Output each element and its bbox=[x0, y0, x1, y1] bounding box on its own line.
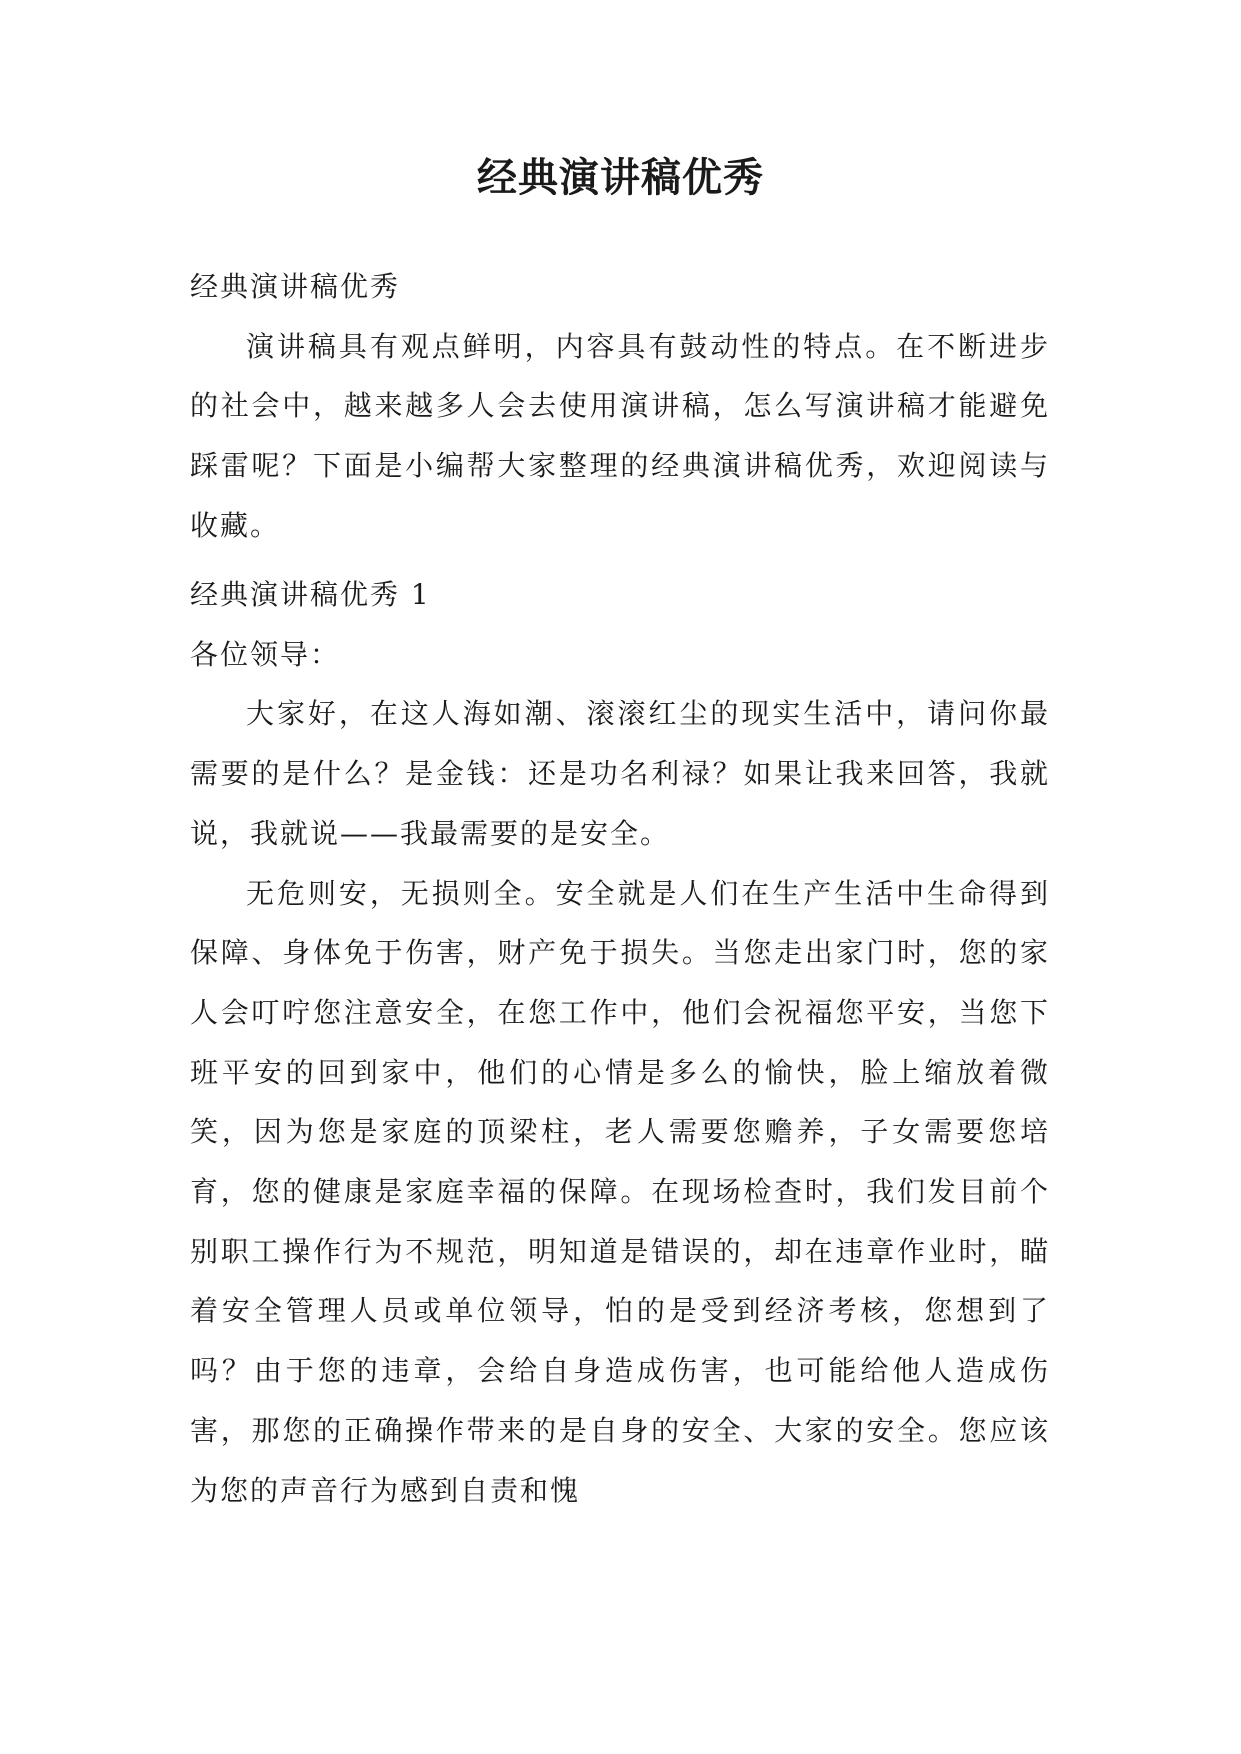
salutation: 各位领导： bbox=[190, 637, 341, 671]
body-paragraph: 无危则安，无损则全。安全就是人们在生产生活中生命得到保障、身体免于伤害，财产免于损失。当您走出家门时，您的家人会叮咛您注意安全，在您工作中，他们会祝福您平安，当您下班平安的回到家中，他们的心情是多么的愉快，脸上缩放着微笑，因为您是家庭的顶梁柱，老人需要您赡养，子女需要您培育，您的健康是家庭幸福的保障。在现场检查时，我们发目前个别职工操作行为不规范，明知道是错误的，却在违章作业时，瞄着安全管理人员或单位领导，怕的是受到经济考核，您想到了吗？由于您的违章，会给自身造成伤害，也可能给他人造成伤害，那您的正确操作带来的是自身的安全、大家的安全。您应该为您的声音行为感到自责和愧 bbox=[190, 876, 1050, 1507]
section-heading: 经典演讲稿优秀 1 bbox=[190, 578, 431, 611]
intro-section bbox=[190, 257, 1050, 556]
intro-heading: 经典演讲稿优秀 bbox=[190, 270, 401, 303]
document-title: 经典演讲稿优秀 bbox=[477, 154, 764, 201]
speech-section-1 bbox=[190, 565, 1050, 1520]
intro-paragraph: 演讲稿具有观点鲜明，内容具有鼓动性的特点。在不断进步的社会中，越来越多人会去使用演讲稿，怎么写演讲稿才能避免踩雷呢？下面是小编帮大家整理的经典演讲稿优秀，欢迎阅读与收藏。 bbox=[190, 329, 1050, 542]
body-paragraph: 大家好，在这人海如潮、滚滚红尘的现实生活中，请问你最需要的是什么？是金钱：还是功名利禄？如果让我来回答，我就说，我就说——我最需要的是安全。 bbox=[190, 697, 1050, 850]
